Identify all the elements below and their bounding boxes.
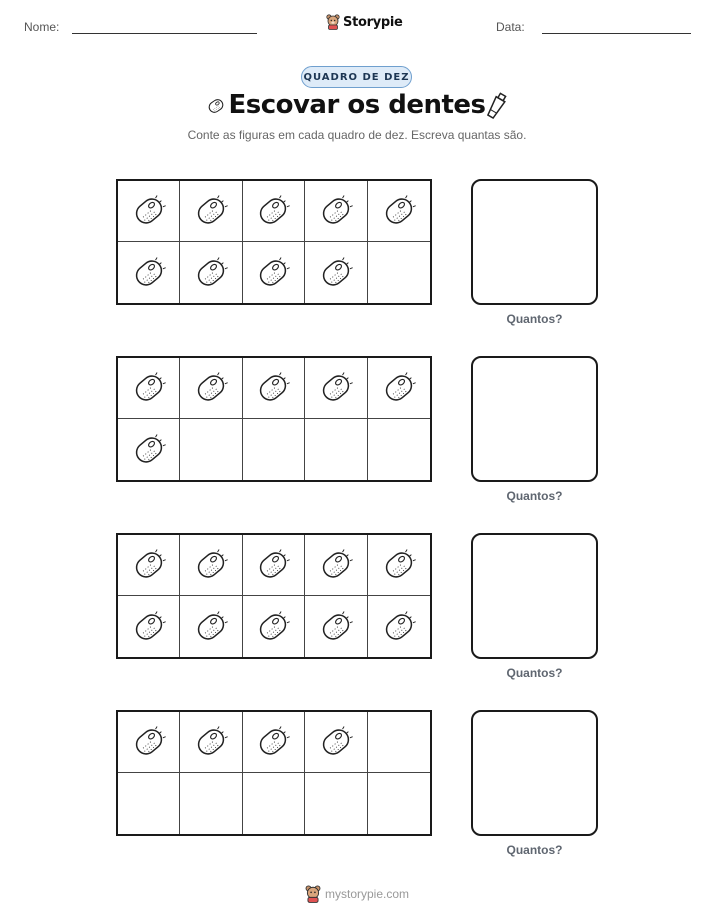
toothbrush-icon [317, 608, 355, 646]
toothbrush-icon [380, 608, 418, 646]
answer-box[interactable] [471, 179, 598, 305]
toothbrush-icon [130, 431, 168, 469]
answer-box[interactable] [471, 533, 598, 659]
frame-cell [180, 242, 242, 303]
toothbrush-icon [317, 723, 355, 761]
ten-frame [116, 710, 432, 836]
frame-cell [243, 419, 305, 480]
frame-cell [368, 181, 430, 242]
frame-cell [118, 181, 180, 242]
answer-label: Quantos? [506, 312, 563, 326]
frame-cell [305, 358, 367, 419]
toothbrush-icon [380, 369, 418, 407]
frame-cell [368, 419, 430, 480]
bear-mascot-icon [305, 885, 321, 903]
frame-cell [180, 773, 242, 834]
frame-cell [368, 358, 430, 419]
frame-cell [118, 358, 180, 419]
toothbrush-icon [317, 192, 355, 230]
frame-cell [243, 712, 305, 773]
date-label: Data: [496, 20, 525, 34]
toothbrush-icon [130, 546, 168, 584]
toothbrush-icon [254, 369, 292, 407]
frame-cell [118, 773, 180, 834]
frame-cell [305, 181, 367, 242]
toothbrush-icon [254, 723, 292, 761]
answer-label: Quantos? [506, 489, 563, 503]
frame-cell [305, 419, 367, 480]
worksheet-type-badge: QUADRO DE DEZ [301, 66, 412, 88]
toothbrush-icon [254, 546, 292, 584]
logo-text: Storypie [343, 14, 403, 30]
ten-frame [116, 179, 432, 305]
instructions: Conte as figuras em cada quadro de dez. Escreva quantas são. [187, 128, 527, 142]
frame-cell [180, 535, 242, 596]
footer [0, 885, 714, 903]
toothbrush-icon [317, 369, 355, 407]
frame-cell [180, 596, 242, 657]
answer-label: Quantos? [506, 666, 563, 680]
toothbrush-icon [254, 254, 292, 292]
frame-cell [305, 535, 367, 596]
answer-box[interactable] [471, 710, 598, 836]
answer-box[interactable] [471, 356, 598, 482]
frame-cell [118, 712, 180, 773]
page-title: Escovar os dentes [228, 90, 486, 120]
frame-cell [368, 535, 430, 596]
toothbrush-icon [192, 369, 230, 407]
frame-cell [243, 181, 305, 242]
name-line[interactable] [72, 33, 257, 34]
frame-cell [368, 242, 430, 303]
ten-frame [116, 356, 432, 482]
toothbrush-icon [254, 608, 292, 646]
frame-cell [305, 242, 367, 303]
footer-url: mystorypie.com [324, 887, 410, 901]
frame-cell [368, 596, 430, 657]
date-line[interactable] [542, 33, 691, 34]
frame-cell [243, 596, 305, 657]
answer-label: Quantos? [506, 843, 563, 857]
frame-cell [243, 773, 305, 834]
toothbrush-icon [254, 192, 292, 230]
toothbrush-icon [317, 254, 355, 292]
ten-frame [116, 533, 432, 659]
toothbrush-icon [192, 254, 230, 292]
frame-cell [305, 773, 367, 834]
bear-mascot-icon [326, 14, 340, 30]
frame-cell [118, 596, 180, 657]
toothbrush-icon [192, 608, 230, 646]
toothbrush-icon [317, 546, 355, 584]
toothbrush-icon [380, 546, 418, 584]
frame-cell [243, 535, 305, 596]
storypie-logo [326, 14, 403, 30]
toothbrush-icon [192, 546, 230, 584]
name-label: Nome: [24, 20, 60, 34]
toothbrush-icon [130, 723, 168, 761]
frame-cell [305, 596, 367, 657]
frame-cell [368, 773, 430, 834]
frame-cell [180, 419, 242, 480]
toothbrush-icon [130, 254, 168, 292]
toothbrush-icon [130, 192, 168, 230]
frame-cell [180, 712, 242, 773]
frame-cell [180, 358, 242, 419]
frame-cell [180, 181, 242, 242]
frame-cell [118, 242, 180, 303]
frame-cell [118, 535, 180, 596]
toothbrush-icon [130, 369, 168, 407]
frame-cell [243, 358, 305, 419]
frame-cell [243, 242, 305, 303]
frame-cell [118, 419, 180, 480]
toothbrush-icon [192, 723, 230, 761]
toothbrush-icon [130, 608, 168, 646]
toothbrush-icon [380, 192, 418, 230]
toothpaste-icon [482, 92, 510, 122]
frame-cell [368, 712, 430, 773]
frame-cell [305, 712, 367, 773]
toothbrush-icon [192, 192, 230, 230]
